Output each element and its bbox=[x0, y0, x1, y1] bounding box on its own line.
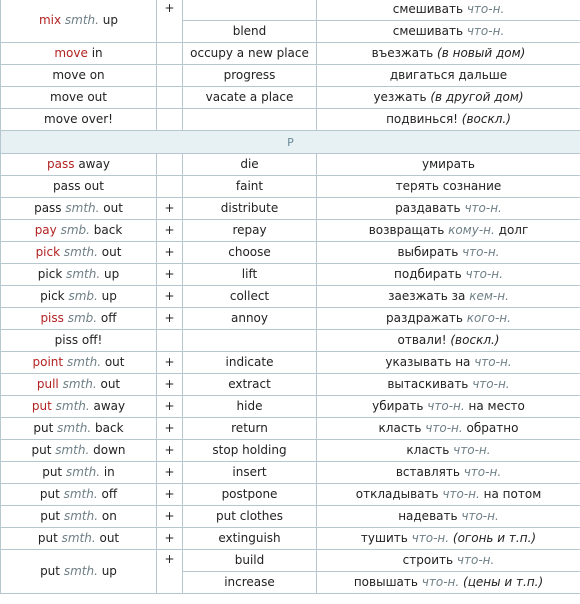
phrasal-verb-cell bbox=[1, 374, 157, 396]
phrasal-verb-cell bbox=[1, 308, 157, 330]
text-fragment: up bbox=[97, 289, 117, 303]
text-fragment: put bbox=[39, 487, 64, 501]
english-synonym-cell: lift bbox=[183, 264, 317, 286]
russian-translation-cell bbox=[317, 43, 580, 65]
english-synonym-cell: increase bbox=[183, 572, 317, 594]
text-fragment: off bbox=[97, 311, 117, 325]
table-row bbox=[1, 198, 580, 220]
text-fragment: надевать bbox=[398, 509, 462, 523]
english-synonym-cell: collect bbox=[183, 286, 317, 308]
separable-mark-cell bbox=[157, 330, 183, 352]
text-fragment: подвинься! bbox=[386, 112, 462, 126]
text-fragment: кого-н. bbox=[466, 311, 511, 325]
text-fragment: pick bbox=[37, 267, 67, 281]
text-fragment: put bbox=[40, 564, 64, 578]
text-fragment: piss off! bbox=[54, 333, 103, 347]
text-fragment: on bbox=[98, 509, 117, 523]
text-fragment: что-н. bbox=[421, 575, 460, 589]
phrasal-verb-cell bbox=[1, 484, 157, 506]
separable-mark-cell: + bbox=[157, 286, 183, 308]
text-fragment: класть bbox=[406, 443, 454, 457]
table-row bbox=[1, 462, 580, 484]
english-synonym-cell: put clothes bbox=[183, 506, 317, 528]
english-synonym-cell: hide bbox=[183, 396, 317, 418]
english-synonym-cell: extract bbox=[183, 374, 317, 396]
text-fragment: возвращать bbox=[368, 223, 449, 237]
text-fragment: терять сознание bbox=[395, 179, 502, 193]
russian-translation-cell bbox=[317, 352, 580, 374]
text-fragment: умирать bbox=[422, 157, 475, 171]
english-synonym-cell: build bbox=[183, 550, 317, 572]
phrasal-verb-cell bbox=[1, 440, 157, 462]
separable-mark-cell: + bbox=[157, 550, 183, 594]
separable-mark-cell: + bbox=[157, 440, 183, 462]
table-row bbox=[1, 396, 580, 418]
text-fragment: кому-н. bbox=[448, 223, 495, 237]
phrasal-verb-cell bbox=[1, 506, 157, 528]
table-row bbox=[1, 550, 580, 572]
separable-mark-cell: + bbox=[157, 506, 183, 528]
russian-translation-cell bbox=[317, 550, 580, 572]
text-fragment: обратно bbox=[462, 421, 519, 435]
text-fragment: move on bbox=[52, 68, 105, 82]
text-fragment: раздражать bbox=[386, 311, 467, 325]
text-fragment: pass bbox=[34, 201, 66, 215]
text-fragment: smth. bbox=[63, 245, 98, 259]
text-fragment: piss bbox=[40, 311, 64, 325]
text-fragment: smth. bbox=[55, 443, 90, 457]
text-fragment: move bbox=[54, 46, 88, 60]
table-row bbox=[1, 220, 580, 242]
text-fragment: put bbox=[37, 531, 62, 545]
phrasal-verb-cell bbox=[1, 462, 157, 484]
text-fragment: back bbox=[91, 421, 124, 435]
table-row bbox=[1, 0, 580, 21]
text-fragment: (воскл.) bbox=[450, 333, 500, 347]
text-fragment: smb. bbox=[60, 223, 90, 237]
table-row bbox=[1, 418, 580, 440]
separable-mark-cell: + bbox=[157, 264, 183, 286]
russian-translation-cell bbox=[317, 198, 580, 220]
text-fragment: down bbox=[89, 443, 126, 457]
table-row bbox=[1, 43, 580, 65]
text-fragment: что-н. bbox=[425, 421, 463, 435]
separable-mark-cell bbox=[157, 43, 183, 65]
phrasal-verb-cell bbox=[1, 109, 157, 131]
russian-translation-cell bbox=[317, 418, 580, 440]
text-fragment: pick bbox=[40, 289, 69, 303]
text-fragment: smth. bbox=[64, 13, 99, 27]
text-fragment: away bbox=[74, 157, 110, 171]
text-fragment: кем-н. bbox=[469, 289, 509, 303]
text-fragment: что-н. bbox=[462, 245, 500, 259]
english-synonym-cell: indicate bbox=[183, 352, 317, 374]
text-fragment: smth. bbox=[61, 531, 96, 545]
text-fragment: (в новый дом) bbox=[437, 46, 526, 60]
english-synonym-cell: extinguish bbox=[183, 528, 317, 550]
phrasal-verb-cell bbox=[1, 220, 157, 242]
text-fragment: in bbox=[87, 46, 103, 60]
russian-translation-cell bbox=[317, 440, 580, 462]
table-row bbox=[1, 242, 580, 264]
text-fragment: smb. bbox=[68, 289, 98, 303]
text-fragment: point bbox=[32, 355, 64, 369]
text-fragment: smth. bbox=[66, 267, 101, 281]
table-row bbox=[1, 286, 580, 308]
english-synonym-cell: choose bbox=[183, 242, 317, 264]
separable-mark-cell: + bbox=[157, 418, 183, 440]
russian-translation-cell bbox=[317, 264, 580, 286]
text-fragment: заезжать за bbox=[388, 289, 470, 303]
separable-mark-cell bbox=[157, 87, 183, 109]
text-fragment: out bbox=[97, 245, 122, 259]
phrasal-verb-cell bbox=[1, 198, 157, 220]
table-row bbox=[1, 484, 580, 506]
table-row bbox=[1, 330, 580, 352]
text-fragment: что-н. bbox=[442, 487, 480, 501]
text-fragment: на место bbox=[464, 399, 525, 413]
text-fragment: откладывать bbox=[355, 487, 443, 501]
text-fragment: отвали! bbox=[397, 333, 451, 347]
english-synonym-cell: faint bbox=[183, 176, 317, 198]
text-fragment: вытаскивать bbox=[387, 377, 473, 391]
english-synonym-cell: insert bbox=[183, 462, 317, 484]
separable-mark-cell bbox=[157, 109, 183, 131]
separable-mark-cell: + bbox=[157, 396, 183, 418]
text-fragment: (цены и т.п.) bbox=[463, 575, 544, 589]
text-fragment: (в другой дом) bbox=[430, 90, 524, 104]
separable-mark-cell: + bbox=[157, 484, 183, 506]
russian-translation-cell bbox=[317, 506, 580, 528]
english-synonym-cell: occupy a new place bbox=[183, 43, 317, 65]
russian-translation-cell bbox=[317, 396, 580, 418]
english-synonym-cell bbox=[183, 330, 317, 352]
table-row bbox=[1, 308, 580, 330]
english-synonym-cell: stop holding bbox=[183, 440, 317, 462]
table-body bbox=[1, 0, 580, 594]
russian-translation-cell bbox=[317, 242, 580, 264]
section-header-row bbox=[1, 131, 580, 154]
table-row bbox=[1, 374, 580, 396]
text-fragment: move out bbox=[50, 90, 107, 104]
table-row bbox=[1, 176, 580, 198]
text-fragment: что-н. bbox=[461, 509, 499, 523]
text-fragment: двигаться дальше bbox=[389, 68, 508, 82]
table-row bbox=[1, 506, 580, 528]
english-synonym-cell: repay bbox=[183, 220, 317, 242]
table-row bbox=[1, 352, 580, 374]
text-fragment: in bbox=[100, 465, 115, 479]
text-fragment: уезжать bbox=[373, 90, 431, 104]
phrasal-verb-cell bbox=[1, 43, 157, 65]
russian-translation-cell bbox=[317, 87, 580, 109]
english-synonym-cell: return bbox=[183, 418, 317, 440]
text-fragment: смешивать bbox=[392, 2, 467, 16]
table-row bbox=[1, 87, 580, 109]
text-fragment: (огонь и т.п.) bbox=[452, 531, 537, 545]
separable-mark-cell: + bbox=[157, 242, 183, 264]
text-fragment: smth. bbox=[63, 509, 99, 523]
phrasal-verb-cell bbox=[1, 176, 157, 198]
table-row bbox=[1, 264, 580, 286]
text-fragment: out bbox=[96, 377, 121, 391]
table-row bbox=[1, 154, 580, 176]
english-synonym-cell bbox=[183, 0, 317, 21]
text-fragment: smth. bbox=[57, 421, 92, 435]
text-fragment: out bbox=[101, 355, 125, 369]
text-fragment: put bbox=[33, 421, 58, 435]
text-fragment: pay bbox=[34, 223, 57, 237]
text-fragment: up bbox=[98, 13, 119, 27]
text-fragment: put bbox=[31, 443, 56, 457]
text-fragment: put bbox=[42, 465, 66, 479]
text-fragment: выбирать bbox=[397, 245, 463, 259]
text-fragment: pass out bbox=[53, 179, 104, 193]
russian-translation-cell bbox=[317, 154, 580, 176]
text-fragment: вставлять bbox=[395, 465, 464, 479]
text-fragment: смешивать bbox=[392, 24, 467, 38]
separable-mark-cell: + bbox=[157, 0, 183, 43]
text-fragment: smth. bbox=[65, 465, 101, 479]
russian-translation-cell bbox=[317, 65, 580, 87]
separable-mark-cell bbox=[157, 176, 183, 198]
text-fragment: что-н. bbox=[463, 465, 502, 479]
phrasal-verb-cell bbox=[1, 264, 157, 286]
text-fragment: тушить bbox=[360, 531, 412, 545]
english-synonym-cell: distribute bbox=[183, 198, 317, 220]
table-row bbox=[1, 109, 580, 131]
text-fragment: smth. bbox=[66, 355, 102, 369]
english-synonym-cell: vacate a place bbox=[183, 87, 317, 109]
english-synonym-cell: annoy bbox=[183, 308, 317, 330]
phrasal-verb-cell bbox=[1, 65, 157, 87]
russian-translation-cell bbox=[317, 572, 580, 594]
phrasal-verb-cell bbox=[1, 550, 157, 594]
text-fragment: smth. bbox=[55, 399, 90, 413]
text-fragment: строить bbox=[402, 553, 457, 567]
separable-mark-cell: + bbox=[157, 528, 183, 550]
text-fragment: что-н. bbox=[453, 443, 491, 457]
separable-mark-cell: + bbox=[157, 374, 183, 396]
russian-translation-cell bbox=[317, 308, 580, 330]
table-row bbox=[1, 528, 580, 550]
text-fragment: класть bbox=[378, 421, 426, 435]
text-fragment: долг bbox=[494, 223, 529, 237]
text-fragment: что-н. bbox=[466, 24, 505, 38]
phrasal-verb-cell bbox=[1, 352, 157, 374]
separable-mark-cell: + bbox=[157, 198, 183, 220]
text-fragment: (воскл.) bbox=[461, 112, 511, 126]
text-fragment: move over! bbox=[44, 112, 113, 126]
text-fragment: smth. bbox=[63, 564, 98, 578]
text-fragment: что-н. bbox=[456, 553, 495, 567]
text-fragment: pick bbox=[35, 245, 61, 259]
phrasal-verb-cell bbox=[1, 0, 157, 43]
separable-mark-cell bbox=[157, 65, 183, 87]
text-fragment: back bbox=[89, 223, 123, 237]
text-fragment: out bbox=[99, 201, 123, 215]
text-fragment: put bbox=[31, 399, 52, 413]
text-fragment: повышать bbox=[353, 575, 422, 589]
phrasal-verb-cell bbox=[1, 286, 157, 308]
text-fragment: mix bbox=[38, 13, 62, 27]
english-synonym-cell: blend bbox=[183, 21, 317, 43]
phrasal-verb-cell bbox=[1, 528, 157, 550]
table-row bbox=[1, 440, 580, 462]
separable-mark-cell bbox=[157, 154, 183, 176]
text-fragment: что-н. bbox=[411, 531, 450, 545]
separable-mark-cell: + bbox=[157, 462, 183, 484]
russian-translation-cell bbox=[317, 176, 580, 198]
phrasal-verb-cell bbox=[1, 242, 157, 264]
russian-translation-cell bbox=[317, 462, 580, 484]
separable-mark-cell: + bbox=[157, 220, 183, 242]
text-fragment: что-н. bbox=[466, 2, 505, 16]
russian-translation-cell bbox=[317, 374, 580, 396]
text-fragment: up bbox=[100, 267, 120, 281]
russian-translation-cell bbox=[317, 484, 580, 506]
russian-translation-cell bbox=[317, 330, 580, 352]
english-synonym-cell bbox=[183, 109, 317, 131]
russian-translation-cell bbox=[317, 0, 580, 21]
text-fragment: smb. bbox=[67, 311, 98, 325]
text-fragment: въезжать bbox=[371, 46, 438, 60]
table-row bbox=[1, 65, 580, 87]
text-fragment: put bbox=[40, 509, 64, 523]
phrasal-verb-cell bbox=[1, 154, 157, 176]
text-fragment: раздавать bbox=[395, 201, 465, 215]
section-letter: P bbox=[1, 131, 580, 154]
russian-translation-cell bbox=[317, 286, 580, 308]
separable-mark-cell: + bbox=[157, 352, 183, 374]
separable-mark-cell: + bbox=[157, 308, 183, 330]
phrasal-verb-cell bbox=[1, 330, 157, 352]
phrasal-verb-cell bbox=[1, 418, 157, 440]
phrasal-verb-cell bbox=[1, 87, 157, 109]
text-fragment: off bbox=[97, 487, 118, 501]
text-fragment: указывать на bbox=[385, 355, 475, 369]
text-fragment: что-н. bbox=[465, 267, 503, 281]
text-fragment: pass bbox=[47, 157, 75, 171]
russian-translation-cell bbox=[317, 109, 580, 131]
text-fragment: что-н. bbox=[474, 355, 512, 369]
phrasal-verb-cell bbox=[1, 396, 157, 418]
text-fragment: что-н. bbox=[464, 201, 502, 215]
text-fragment: out bbox=[95, 531, 120, 545]
text-fragment: smth. bbox=[63, 487, 98, 501]
text-fragment: подбирать bbox=[394, 267, 466, 281]
text-fragment: away bbox=[89, 399, 126, 413]
text-fragment: pull bbox=[36, 377, 59, 391]
english-synonym-cell: progress bbox=[183, 65, 317, 87]
english-synonym-cell: postpone bbox=[183, 484, 317, 506]
text-fragment: что-н. bbox=[472, 377, 510, 391]
text-fragment: smth. bbox=[65, 201, 100, 215]
text-fragment: up bbox=[97, 564, 117, 578]
russian-translation-cell bbox=[317, 21, 580, 43]
text-fragment: убирать bbox=[372, 399, 428, 413]
russian-translation-cell bbox=[317, 220, 580, 242]
text-fragment: smth. bbox=[62, 377, 97, 391]
russian-translation-cell bbox=[317, 528, 580, 550]
english-synonym-cell: die bbox=[183, 154, 317, 176]
text-fragment: на потом bbox=[479, 487, 542, 501]
text-fragment: что-н. bbox=[427, 399, 465, 413]
